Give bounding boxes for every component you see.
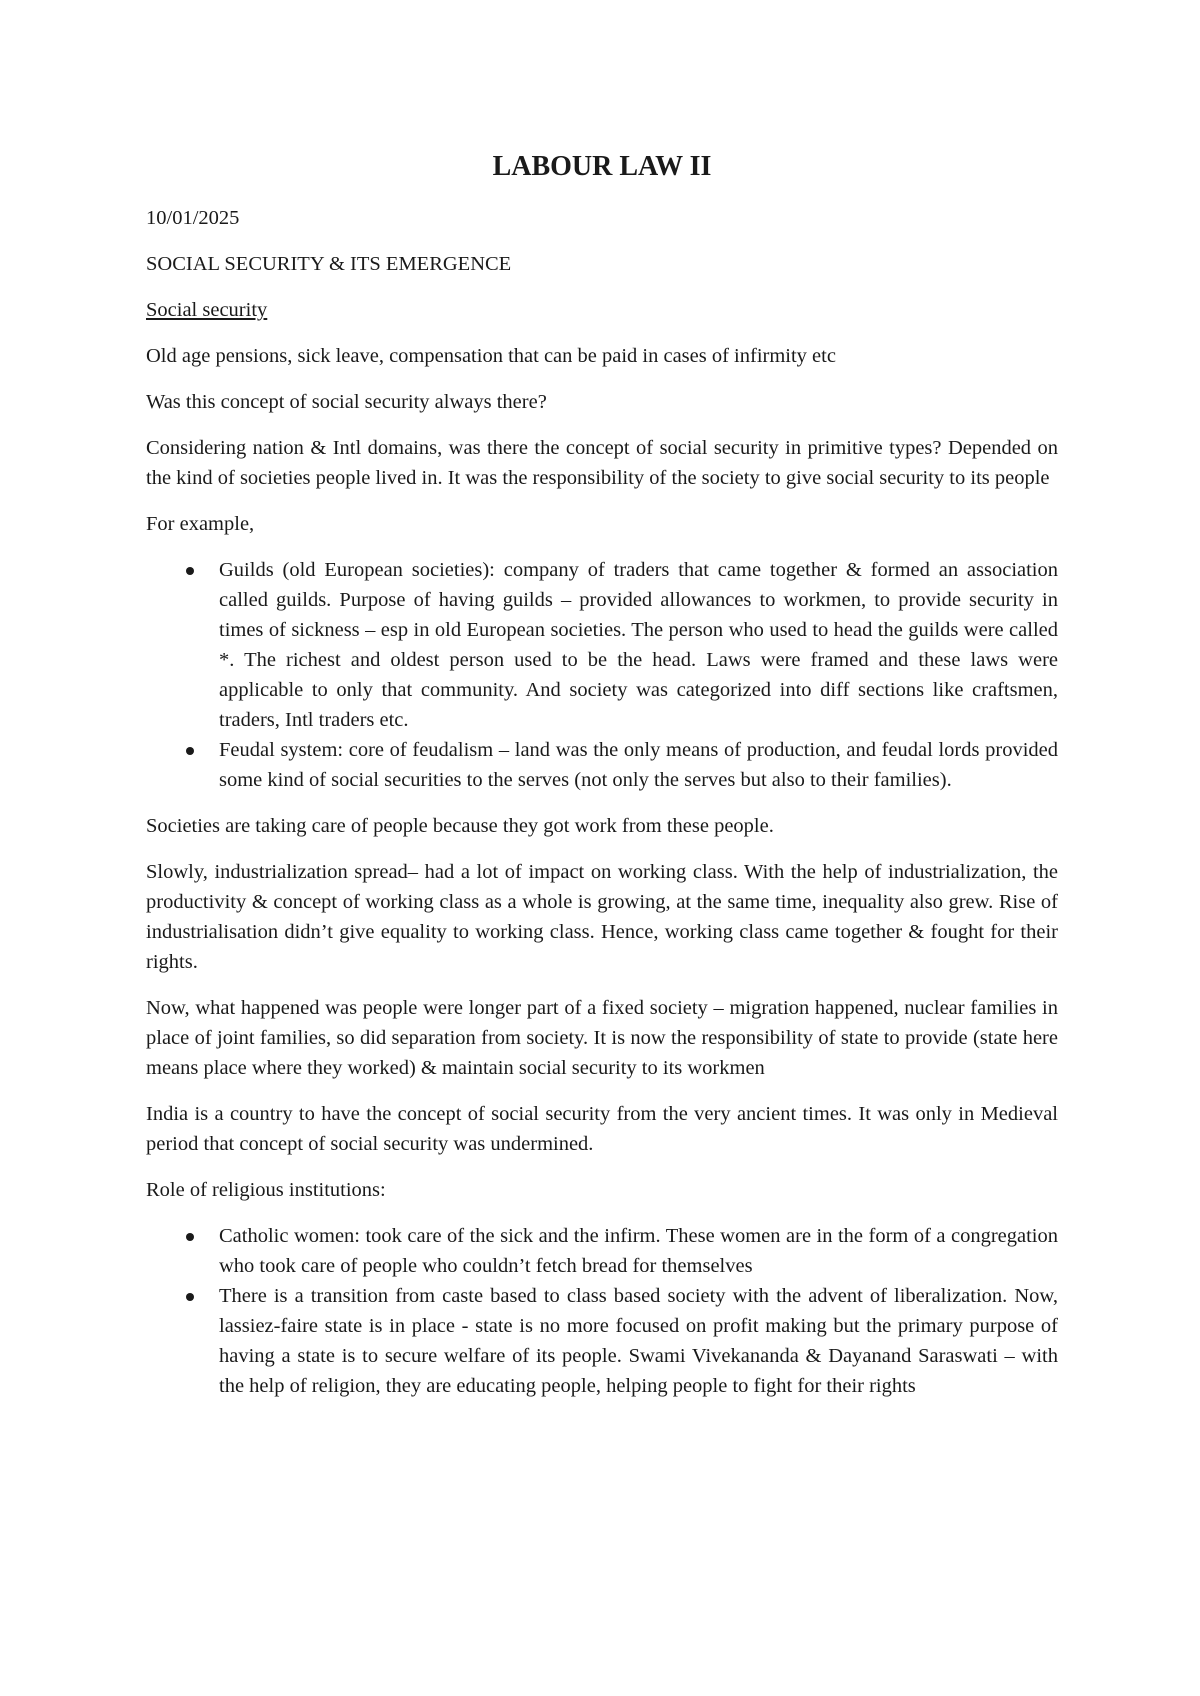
list-item-text: Feudal system: core of feudalism – land was the only means of production, and feudal lords provided some kind of social securities to the serves (not only the serves but also to their families). [219, 739, 1058, 791]
paragraph: For example, [146, 513, 255, 535]
list-item-text: There is a transition from caste based to class based society with the advent of liberalization. Now, lassiez-faire state is in place - state is no more focused on profit making but the primary purpose of having a state is to secure welfare of its people. Swami Vivekananda & Dayanand Saraswati – with the help of religion, they are educating people, helping people to fight for their rights [219, 1285, 1058, 1397]
bullet-list-religious [146, 1221, 1058, 1401]
paragraph: Was this concept of social security always there? [146, 391, 547, 413]
bullet-icon [186, 567, 194, 575]
document-title: LABOUR LAW II [492, 151, 712, 182]
document-body [146, 203, 1058, 1417]
topic-heading: SOCIAL SECURITY & ITS EMERGENCE [146, 253, 512, 275]
list-item [146, 555, 1058, 735]
bullet-list-examples [146, 555, 1058, 795]
document-page [146, 0, 1058, 1696]
list-item [146, 1281, 1058, 1401]
bullet-icon [186, 1233, 194, 1241]
list-item [146, 735, 1058, 795]
paragraph: India is a country to have the concept of social security from the very ancient times. It was only in Medieval period that concept of social security was undermined. [146, 1103, 1058, 1155]
bullet-icon [186, 1293, 194, 1301]
section-subheading [146, 295, 1058, 325]
paragraph: Societies are taking care of people because they got work from these people. [146, 815, 774, 837]
section-subheading-text: Social security [146, 299, 268, 321]
paragraph: Now, what happened was people were longer part of a fixed society – migration happened, nuclear families in place of joint families, so did separation from society. It is now the responsibility of state to provide (state here means place where they worked) & maintain social security to its workmen [146, 997, 1058, 1079]
paragraph: Role of religious institutions: [146, 1179, 386, 1201]
list-item-text: Catholic women: took care of the sick and the infirm. These women are in the form of a congregation who took care of people who couldn’t fetch bread for themselves [219, 1225, 1058, 1277]
list-item [146, 1221, 1058, 1281]
bullet-icon [186, 747, 194, 755]
document-date: 10/01/2025 [146, 207, 240, 229]
list-item-text: Guilds (old European societies): company of traders that came together & formed an association called guilds. Purpose of having guilds – provided allowances to workmen, to provide security in times of sickness – esp in old European societies. The person who used to head the guilds were called *. The richest and oldest person used to be the head. Laws were framed and these laws were applicable to only that community. And society was categorized into diff sections like craftsmen, traders, Intl traders etc. [219, 559, 1058, 731]
paragraph: Slowly, industrialization spread– had a lot of impact on working class. With the help of industrialization, the productivity & concept of working class as a whole is growing, at the same time, inequality also grew. Rise of industrialisation didn’t give equality to working class. Hence, working class came together & fought for their rights. [146, 861, 1058, 973]
paragraph: Old age pensions, sick leave, compensation that can be paid in cases of infirmity etc [146, 345, 836, 367]
paragraph: Considering nation & Intl domains, was there the concept of social security in primitive types? Depended on the kind of societies people lived in. It was the responsibility of the society to give social security to its people [146, 437, 1058, 489]
